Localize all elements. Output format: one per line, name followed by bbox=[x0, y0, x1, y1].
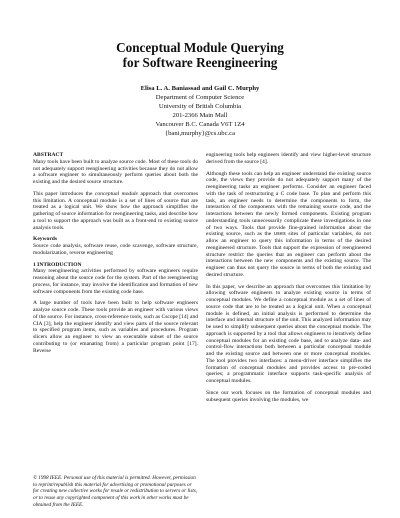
affiliation-department: Department of Computer Science bbox=[155, 94, 245, 101]
paper-title bbox=[0, 40, 400, 70]
abstract-p2-start: This paper introduces the bbox=[33, 190, 95, 197]
author-emails: {bani,murphy}@cs.ubc.ca bbox=[164, 130, 236, 137]
uses-code-term: uses bbox=[273, 231, 286, 238]
left-column bbox=[33, 152, 198, 354]
keywords-text: Source code analysis, software reuse, code scavenge, software structure, modularization, reverse engineering bbox=[33, 243, 198, 256]
right-paragraph-3: Since our work focuses on the formation of conceptual modules and subsequent queries involving the modules, we bbox=[206, 389, 371, 403]
abstract-p2-end: approach that overcomes this limitation. A conceptual module is a set of lines of source that are treated as a logical unit. We show how the approach simplifies the gathering of source information for reengineering tasks, and describe how a tool to support the approach was built as a front-end to existing source analysis tools. bbox=[33, 190, 198, 231]
affiliation-city: Vancouver B.C. Canada V6T 1Z4 bbox=[155, 121, 245, 128]
right-p1-end: sites of particular variables, do not allow an engineer to query this information in terms of the desired reengineered structure. Tools that support the expression of reengineered structure restrict the queries that an engineer can perform about the interactions between the new components and the existing source. The engineer can thus not query the source in terms of both the existing and desired structure. bbox=[206, 231, 371, 278]
affiliation-university: University of British Columbia bbox=[158, 103, 242, 110]
title-line-2: for Software Reengineering bbox=[122, 55, 278, 70]
author-block bbox=[0, 84, 400, 138]
copyright-footnote: © 1998 IEEE. Personal use of this material is permitted. However, permission to reprint/republish this material for advertising or promotional purposes or for creating new collective works for resale or redistribution to servers or lists, or to reuse any copyrighted component of this work in other works must be obtained from the IEEE. bbox=[33, 475, 198, 508]
right-paragraph-2: In this paper, we describe an approach that overcomes this limitation by allowing software engineers to analyze existing source in terms of conceptual modules. We define a conceptual module as a set of lines of source code that are to be treated as a logical unit. When a conceptual module is defined, an initial analysis is performed to determine the interface and internal structure of the unit. This analyzed information may be used to simplify subsequent queries about the conceptual module. The approach is supported by a tool that allows engineers to iteratively define conceptual modules for an existing code base, and to analyze data- and control-flow interactions both between a particular conceptual module and the existing source and between one or more conceptual modules. The tool provides two interfaces: a menu-driver interface simplifies the formation of conceptual modules and provides access to pre-coded queries; a programmatic interface supports task-specific analysis of conceptual modules. bbox=[206, 283, 371, 384]
intro-paragraph-2: A large number of tools have been built to help software engineers analyze source code. These tools provide an engineer with various views of the source. For instance, cross-reference tools, such as Cscope [14] and CIA [3], help the engineer identify and view parts of the source relevant to specified program items, such as variables and procedures. Program slicers allow an engineer to view an executable subset of the source contributing to (or emanating from) a particular program point [17]. Reverse bbox=[33, 300, 198, 354]
abstract-paragraph-2 bbox=[33, 191, 198, 232]
introduction-heading: 1 INTRODUCTION bbox=[33, 261, 82, 268]
right-paragraph-1 bbox=[206, 171, 371, 279]
affiliation-street: 201-2366 Main Mall bbox=[172, 112, 228, 119]
keywords-heading: Keywords bbox=[33, 236, 58, 243]
right-p1-start: Although these tools can help an engineer understand the existing source code, the views they provide do not adequately support many of the reengineering tasks an engineer performs. Consider an engineer faced with the task of restructuring a C code base. To plan and perform this task, an engineer needs to determine the components to form, the interaction of the components with the remaining source code, and the interactions between the newly formed components. Existing program understanding tools unnecessarily complicate these investigations in one of two ways. Tools that provide fine-grained information about the existing source, such as the bbox=[206, 170, 371, 238]
abstract-p2-emphasis: conceptual module bbox=[94, 190, 138, 197]
title-line-1: Conceptual Module Querying bbox=[116, 40, 284, 55]
abstract-paragraph-1: Many tools have been built to analyze source code. Most of these tools do not adequately support reengineering activities because they do not allow a software engineer to simultaneously perform queries about both the existing and the desired source structure. bbox=[33, 158, 198, 185]
abstract-heading: ABSTRACT bbox=[33, 152, 64, 158]
right-paragraph-0: engineering tools help engineers identify and view higher-level structure derived from the source [4]. bbox=[206, 152, 371, 165]
author-names: Elisa L. A. Baniassad and Gail C. Murphy bbox=[140, 85, 260, 92]
intro-paragraph-1: Many reengineering activities performed by software engineers require reasoning about the source code for the system. Part of the reengineering process, for instance, may involve the identification and formation of new software components from the existing code base. bbox=[33, 268, 198, 295]
right-column bbox=[206, 152, 371, 403]
